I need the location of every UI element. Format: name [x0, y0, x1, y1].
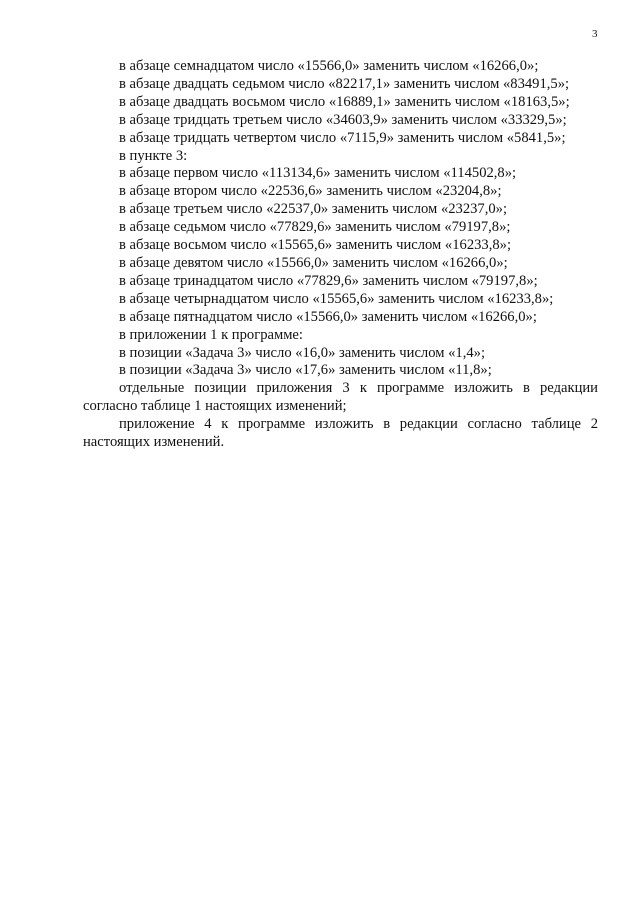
- paragraph: в абзаце первом число «113134,6» заменить числом «114502,8»;: [119, 165, 517, 182]
- document-body: [83, 58, 598, 452]
- paragraph: приложение 4 к программе изложить в редакции согласно таблице 2 настоящих изменений.: [83, 416, 598, 451]
- paragraph: в абзаце двадцать седьмом число «82217,1» заменить числом «83491,5»;: [119, 75, 570, 92]
- paragraph: в позиции «Задача 3» число «17,6» заменить числом «11,8»;: [119, 362, 492, 379]
- paragraph: в абзаце тринадцатом число «77829,6» заменить числом «79197,8»;: [119, 272, 538, 289]
- paragraph: в абзаце двадцать восьмом число «16889,1» заменить числом «18163,5»;: [119, 93, 570, 110]
- paragraph: в абзаце тридцать четвертом число «7115,9» заменить числом «5841,5»;: [119, 129, 566, 146]
- paragraph: в пункте 3:: [119, 147, 188, 164]
- paragraph: в абзаце тридцать третьем число «34603,9» заменить числом «33329,5»;: [119, 111, 567, 128]
- paragraph: в абзаце девятом число «15566,0» заменить числом «16266,0»;: [119, 254, 508, 271]
- paragraph: в абзаце четырнадцатом число «15565,6» заменить числом «16233,8»;: [119, 290, 554, 307]
- paragraph: в абзаце третьем число «22537,0» заменить числом «23237,0»;: [119, 201, 508, 218]
- paragraph: в абзаце восьмом число «15565,6» заменить числом «16233,8»;: [119, 237, 512, 254]
- page-number: 3: [592, 28, 598, 40]
- paragraph: в абзаце пятнадцатом число «15566,0» заменить числом «16266,0»;: [119, 308, 537, 325]
- paragraph: отдельные позиции приложения 3 к программе изложить в редакции согласно таблице 1 настоящих изменений;: [83, 380, 598, 415]
- paragraph: в абзаце втором число «22536,6» заменить числом «23204,8»;: [119, 183, 502, 200]
- paragraph: в абзаце семнадцатом число «15566,0» заменить числом «16266,0»;: [119, 58, 539, 74]
- paragraph: в абзаце седьмом число «77829,6» заменить числом «79197,8»;: [119, 219, 511, 236]
- paragraph: в приложении 1 к программе:: [119, 326, 303, 343]
- paragraph: в позиции «Задача 3» число «16,0» заменить числом «1,4»;: [119, 344, 486, 361]
